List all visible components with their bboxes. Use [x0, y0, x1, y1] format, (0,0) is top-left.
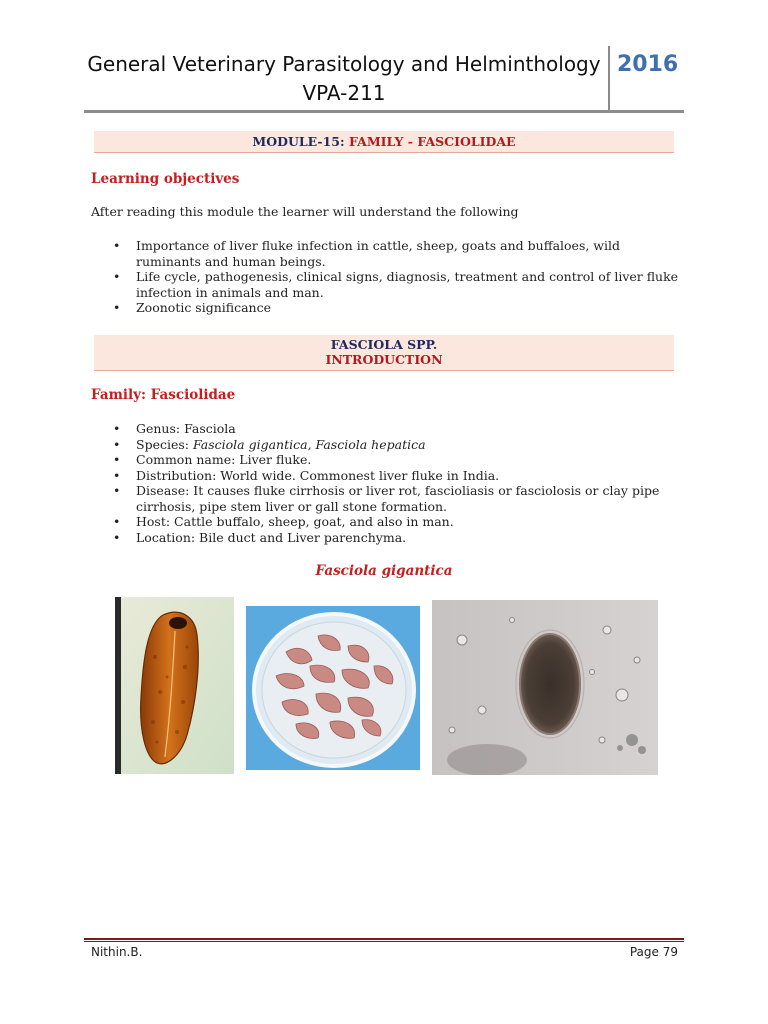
module-bar [94, 131, 674, 153]
bullet-icon: • [113, 529, 121, 545]
objectives-list [91, 238, 681, 316]
header-year: 2016 [617, 52, 679, 77]
module-prefix: MODULE-15: [252, 134, 349, 149]
family-heading: Family: Fasciolidae [91, 387, 236, 403]
section-bar [94, 335, 674, 371]
list-item: • Life cycle, pathogenesis, clinical signs, diagnosis, treatment and control of liver fluke infection in animals and man. [113, 269, 679, 300]
list-item: • Host: Cattle buffalo, sheep, goat, and also in man. [113, 514, 454, 529]
list-item: • Distribution: World wide. Commonest liver fluke in India. [113, 467, 500, 483]
list-item: • Disease: It causes fluke cirrhosis or liver rot, fascioliasis or fasciolosis or clay pipe cirrhosis, pipe stem liver or gall stone formation. [113, 483, 660, 514]
section-subtitle: INTRODUCTION [325, 352, 443, 367]
petri-dish-flukes-image [246, 606, 420, 770]
header-rule [84, 110, 684, 113]
document-title [84, 50, 604, 108]
section-title: FASCIOLA SPP. [330, 337, 438, 352]
module-title: FAMILY - FASCIOLIDAE [348, 134, 516, 149]
species-names: Fasciola gigantica, Fasciola hepatica [192, 436, 426, 452]
footer-author: Nithin.B. [91, 945, 143, 959]
bullet-icon: • [113, 436, 121, 452]
bullet-icon: • [113, 269, 121, 284]
bullet-icon: • [113, 300, 121, 315]
figure-caption: Fasciola gigantica [315, 563, 453, 579]
title-line-2: VPA-211 [302, 81, 386, 105]
family-details-list [91, 421, 681, 545]
footer-rule [84, 938, 684, 940]
title-line-1: General Veterinary Parasitology and Helminthology [87, 52, 601, 76]
list-item: • Genus: Fasciola [113, 421, 236, 436]
bullet-icon: • [113, 452, 121, 467]
header-divider [608, 46, 610, 112]
bullet-icon: • [113, 238, 121, 253]
bullet-icon: • [113, 514, 121, 529]
list-item: • Common name: Liver fluke. [113, 452, 312, 467]
footer-rule-thin [84, 941, 684, 942]
list-item: • Importance of liver fluke infection in cattle, sheep, goats and buffaloes, wild ruminants and human beings. [113, 238, 621, 269]
bullet-icon: • [113, 483, 121, 498]
fluke-egg-micrograph-image [432, 600, 658, 775]
list-item: • Location: Bile duct and Liver parenchyma. [113, 529, 407, 545]
list-item: • Zoonotic significance [113, 300, 272, 315]
list-item: • Species: Fasciola gigantica, Fasciola hepatica [113, 436, 426, 452]
learning-objectives-heading: Learning objectives [91, 171, 240, 187]
page-number: Page 79 [629, 945, 678, 959]
bullet-icon: • [113, 421, 121, 436]
bullet-icon: • [113, 467, 121, 483]
objectives-intro: After reading this module the learner will understand the following [91, 204, 519, 219]
fluke-specimen-image [115, 597, 234, 774]
